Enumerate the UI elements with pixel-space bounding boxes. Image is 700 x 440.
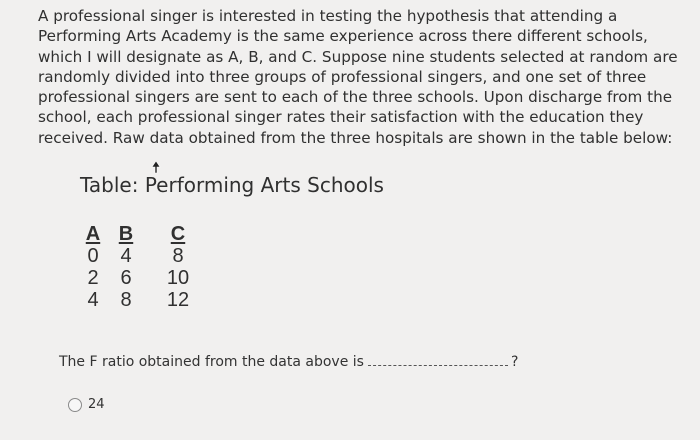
table-cell: 2 bbox=[87, 267, 99, 289]
prompt-suffix: ? bbox=[510, 354, 519, 370]
question-line: professional singers are sent to each of the three schools. Upon discharge from the bbox=[38, 88, 673, 107]
table-cell: 4 bbox=[120, 245, 132, 267]
mouse-cursor-icon bbox=[150, 160, 162, 174]
table-cell: 8 bbox=[172, 245, 184, 267]
table-cell: 10 bbox=[166, 267, 190, 289]
table-row bbox=[82, 267, 208, 289]
column-header-a: A bbox=[85, 223, 101, 245]
table-row bbox=[82, 289, 208, 311]
answer-blank bbox=[368, 353, 508, 366]
radio-button[interactable] bbox=[68, 398, 82, 412]
data-table bbox=[82, 223, 208, 311]
table-cell: 0 bbox=[87, 245, 99, 267]
answer-option[interactable] bbox=[68, 397, 105, 412]
table-header-row bbox=[82, 223, 208, 245]
table-cell: 8 bbox=[120, 289, 132, 311]
table-title: Table: Performing Arts Schools bbox=[80, 173, 384, 197]
column-header-c: C bbox=[170, 223, 186, 245]
question-line: A professional singer is interested in testing the hypothesis that attending a bbox=[38, 7, 618, 25]
question-line: which I will designate as A, B, and C. Suppose nine students selected at random are bbox=[38, 47, 678, 66]
question-text bbox=[38, 6, 678, 148]
question-line: Performing Arts Academy is the same experience across there different schools, bbox=[38, 27, 648, 46]
table-row bbox=[82, 245, 208, 267]
column-header-b: B bbox=[118, 223, 134, 245]
table-cell: 4 bbox=[87, 289, 99, 311]
question-line: school, each professional singer rates their satisfaction with the education they bbox=[38, 108, 644, 127]
question-line: received. Raw data obtained from the three hospitals are shown in the table below: bbox=[38, 128, 673, 147]
option-label: 24 bbox=[88, 397, 105, 412]
table-cell: 6 bbox=[120, 267, 132, 289]
prompt-text: The F ratio obtained from the data above is bbox=[59, 354, 364, 370]
answer-prompt bbox=[59, 353, 518, 370]
question-line: randomly divided into three groups of professional singers, and one set of three bbox=[38, 67, 647, 86]
table-cell: 12 bbox=[166, 289, 190, 311]
